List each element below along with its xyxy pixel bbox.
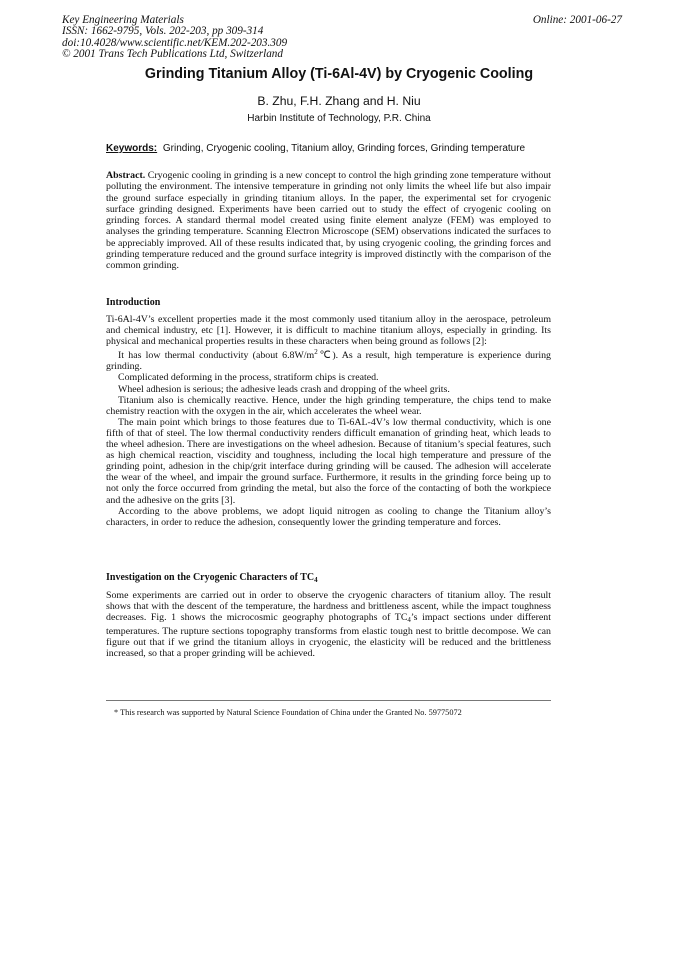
doi-line[interactable]: doi:10.4028/www.scientific.net/KEM.202-203.309 xyxy=(62,36,288,49)
paper-authors: B. Zhu, F.H. Zhang and H. Niu xyxy=(257,94,421,108)
journal-header xyxy=(62,15,622,61)
intro-paragraph-7: According to the above problems, we adopt liquid nitrogen as cooling to change the Titanium alloy’s characters, in order to reduce the adhesion, consequently lower the grinding temperature and forces. xyxy=(106,505,551,528)
investigation-heading: Investigation on the Cryogenic Characters of $TC_4$ xyxy=(106,572,318,584)
introduction-heading: Introduction xyxy=(106,297,161,308)
intro-paragraph-1: Ti-6Al-4V’s excellent properties made it the most commonly used titanium alloy in the aerospace, petroleum and chemical industry, etc [1]. However, it is difficult to machine titanium alloys, especially in grinding. Its physical and mechanical properties results in these characters when being ground as follows [2]: xyxy=(106,314,551,348)
online-date: Online: 2001-06-27 xyxy=(532,14,622,26)
keywords-label: Keywords: xyxy=(106,143,158,154)
footnote: * This research was supported by Natural Science Foundation of China under the Granted No. 59775072 xyxy=(114,708,462,717)
issn-line: ISSN: 1662-9795, Vols. 202-203, pp 309-314 xyxy=(62,25,264,38)
introduction-body xyxy=(106,314,551,528)
abstract-section xyxy=(106,170,551,272)
intro-paragraph-6: The main point which brings to those features due to Ti-6AL-4V’s low thermal conductivity, which is one fifth of that of steel. The low thermal conductivity renders difficult emanation of grinding heat, which leads to the wheel adhesion. There are investigations on the wheel adhesion. Because of titanium’s special features, such as high chemical reaction, viscidity and toughness, including the local high temperature and pressure of the grinding point, adhesion in the chip/grit interface during grinding will be caused. The adhesion will accelerate the wear of the wheel, and impair the ground surface. Furthermore, it results in the grinding force being up to not only the force occurred from grinding the metal, but also the force of the contacting of both the workpiece and the adhesive on the grits [3]. xyxy=(106,416,551,506)
footnote-divider xyxy=(106,700,551,701)
investigation-body xyxy=(106,590,551,660)
paper-affiliation: Harbin Institute of Technology, P.R. China xyxy=(247,113,431,124)
paper-title: Grinding Titanium Alloy (Ti-6Al-4V) by Cryogenic Cooling xyxy=(144,66,534,82)
investigation-paragraph: Some experiments are carried out in order to observe the cryogenic characters of titanium alloy. The result shows that with the descent of the temperature, the hardness and brittleness ascent, while the impact toughness decreases. Fig. 1 shows the microcosmic geography photographs of $TC_4’s$ impact sections under different temperatures. The rupture sections topography transforms from elastic tough nest to brittle decompose. We can figure out that if we grind the titanium alloys in cryogenic, the elasticity will be reduced and the brittleness increased, so that a proper grinding will be achieved. xyxy=(106,590,551,660)
keywords-line xyxy=(106,143,566,154)
intro-paragraph-3: Complicated deforming in the process, stratiform chips is created. xyxy=(118,372,379,384)
copyright-line: © 2001 Trans Tech Publications Ltd, Switzerland xyxy=(62,48,283,61)
abstract-label: Abstract. xyxy=(106,170,146,181)
intro-paragraph-5: Titanium also is chemically reactive. Hence, under the high grinding temperature, the chips tend to make chemistry reaction with the oxygen in the air, which accelerates the wheel wear. xyxy=(106,394,551,417)
journal-name: Key Engineering Materials xyxy=(62,14,184,26)
abstract-text: Cryogenic cooling in grinding is a new concept to control the high grinding zone temperature without polluting the environment. The intensive temperature in grinding not only limits the wheel life but also impair the ground surface especially in grinding titanium alloys. In the paper, the experimental set for cryogenic surface grinding designed. Experiments have been carried out to study the effect of cryogenic cooling on grinding forces. A standard thermal model created using finite element analyze (FEM) was employed to analyses the grinding temperature. Scanning Electron Microscope (SEM) observations indicated the surfaces to be appreciably improved. All of these results indicated that, by using cryogenic cooling, the grinding forces and grinding temperature reduced and the ground surface integrity is improved distinctly with the comparison of the common grinding. xyxy=(106,170,552,272)
keywords-text: Grinding, Cryogenic cooling, Titanium alloy, Grinding forces, Grinding temperature xyxy=(162,143,526,154)
intro-paragraph-2: It has low thermal conductivity (about $6.8W/m^2℃$). As a result, high temperature is experience during grinding. xyxy=(106,348,551,373)
intro-paragraph-4: Wheel adhesion is serious; the adhesive leads crash and dropping of the wheel grits. xyxy=(118,383,450,395)
